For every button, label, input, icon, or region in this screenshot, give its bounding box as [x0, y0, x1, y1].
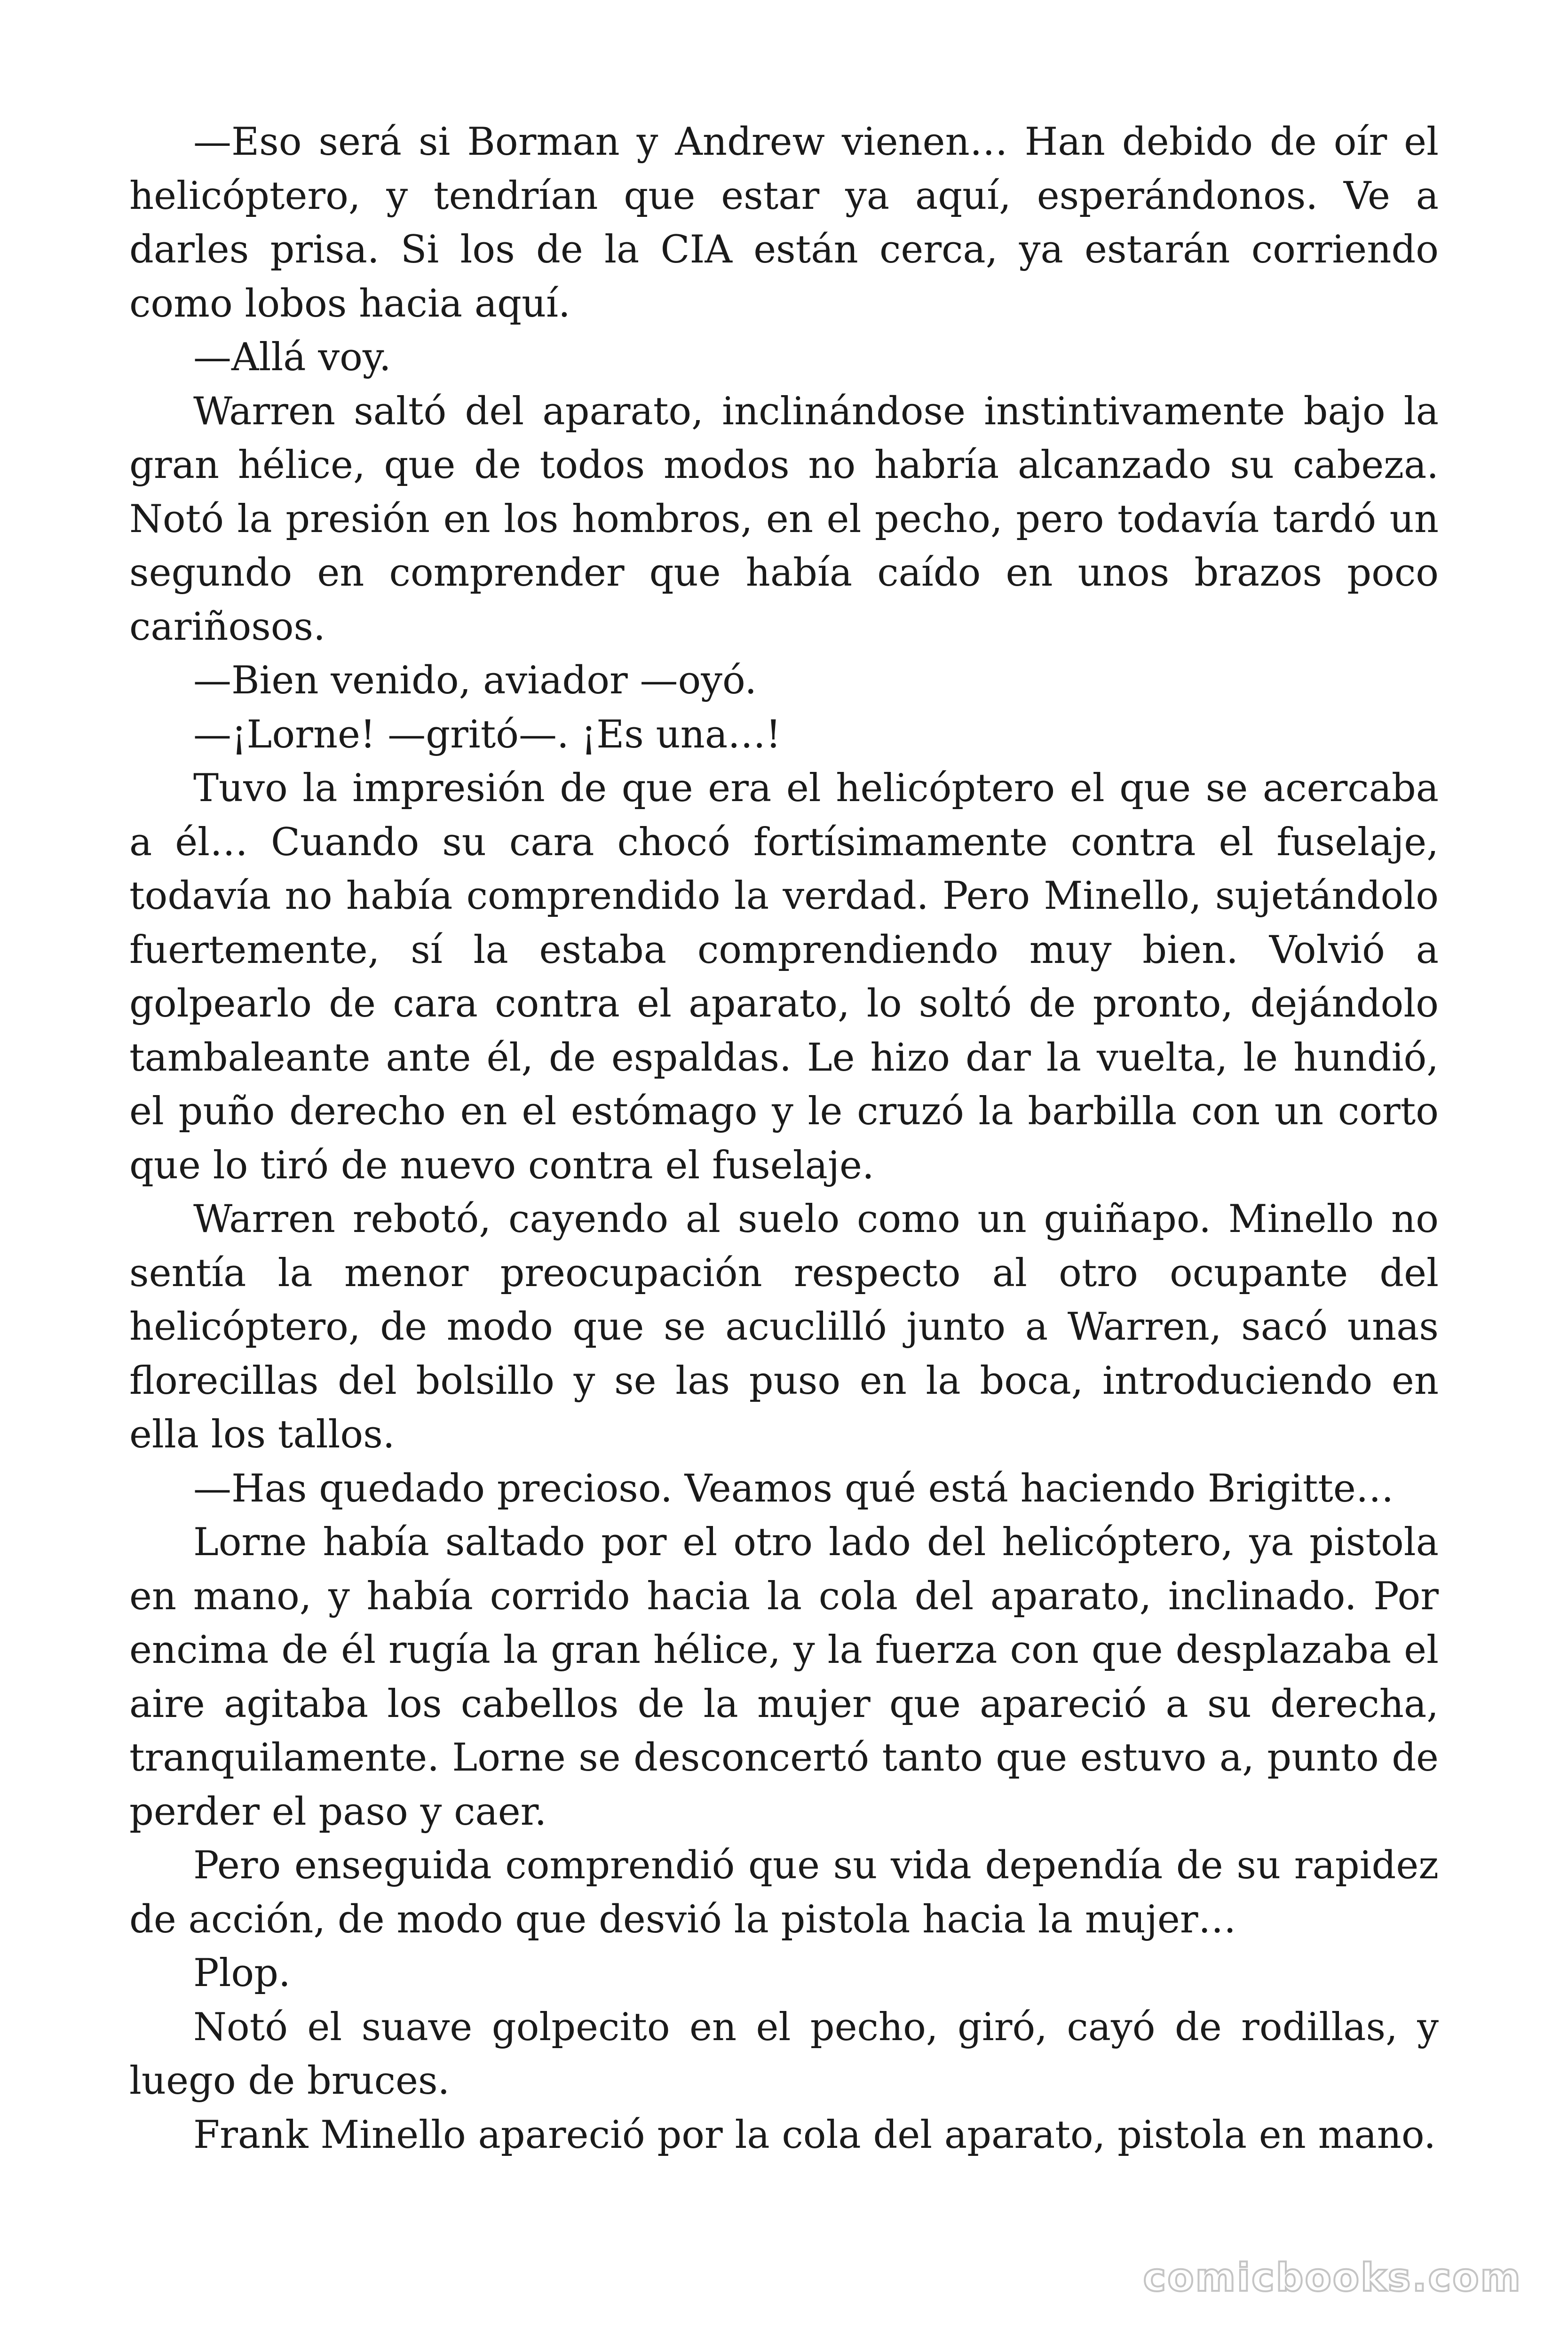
- paragraph-10: Pero enseguida comprendió que su vida dependía de su rapidez de acción, de modo que desvió la pistola hacia la mujer…: [129, 1843, 1439, 1942]
- paragraph-13: Frank Minello apareció por la cola del aparato, pistola en mano.: [193, 2113, 1436, 2157]
- paragraph-12: Notó el suave golpecito en el pecho, giró, cayó de rodillas, y luego de bruces.: [129, 2005, 1439, 2103]
- paragraph-3: Warren saltó del aparato, inclinándose instintivamente bajo la gran hélice, que de todos modos no habría alcanzado su cabeza. Notó la presión en los hombros, en el pecho, pero todavía tardó un segundo en comprender que había caído en unos brazos poco cariñosos.: [129, 389, 1439, 649]
- watermark: comicbooks.com: [1143, 2256, 1522, 2300]
- paragraph-9: Lorne había saltado por el otro lado del helicóptero, ya pistola en mano, y había corrido hacia la cola del aparato, inclinado. Por encima de él rugía la gran hélice, y la fuerza con que desplazaba el aire agitaba los cabellos de la mujer que apareció a su derecha, tranquilamente. Lorne se desconcertó tanto que estuvo a, punto de perder el paso y caer.: [129, 1520, 1439, 1834]
- paragraph-11: Plop.: [193, 1951, 291, 1995]
- paragraph-5: —¡Lorne! —gritó—. ¡Es una…!: [193, 712, 781, 757]
- paragraph-6: Tuvo la impresión de que era el helicóptero el que se acercaba a él… Cuando su cara chocó fortísimamente contra el fuselaje, todavía no había comprendido la verdad. Pero Minello, sujetándolo fuertemente, sí la estaba comprendiendo muy bien. Volvió a golpearlo de cara contra el aparato, lo soltó de pronto, dejándolo tambaleante ante él, de espaldas. Le hizo dar la vuelta, le hundió, el puño derecho en el estómago y le cruzó la barbilla con un corto que lo tiró de nuevo contra el fuselaje.: [129, 766, 1439, 1188]
- paragraph-8: —Has quedado precioso. Veamos qué está haciendo Brigitte…: [193, 1466, 1394, 1511]
- paragraph-2: —Allá voy.: [193, 335, 391, 380]
- book-page-text: [129, 115, 1439, 2162]
- paragraph-4: —Bien venido, aviador —oyó.: [193, 659, 757, 703]
- paragraph-1: —Eso será si Borman y Andrew vienen… Han debido de oír el helicóptero, y tendrían que estar ya aquí, esperándonos. Ve a darles prisa. Si los de la CIA están cerca, ya estarán corriendo como lobos hacia aquí.: [129, 120, 1439, 326]
- paragraph-7: Warren rebotó, cayendo al suelo como un guiñapo. Minello no sentía la menor preocupación respecto al otro ocupante del helicóptero, de modo que se acuclilló junto a Warren, sacó unas florecillas del bolsillo y se las puso en la boca, introduciendo en ella los tallos.: [129, 1197, 1439, 1457]
